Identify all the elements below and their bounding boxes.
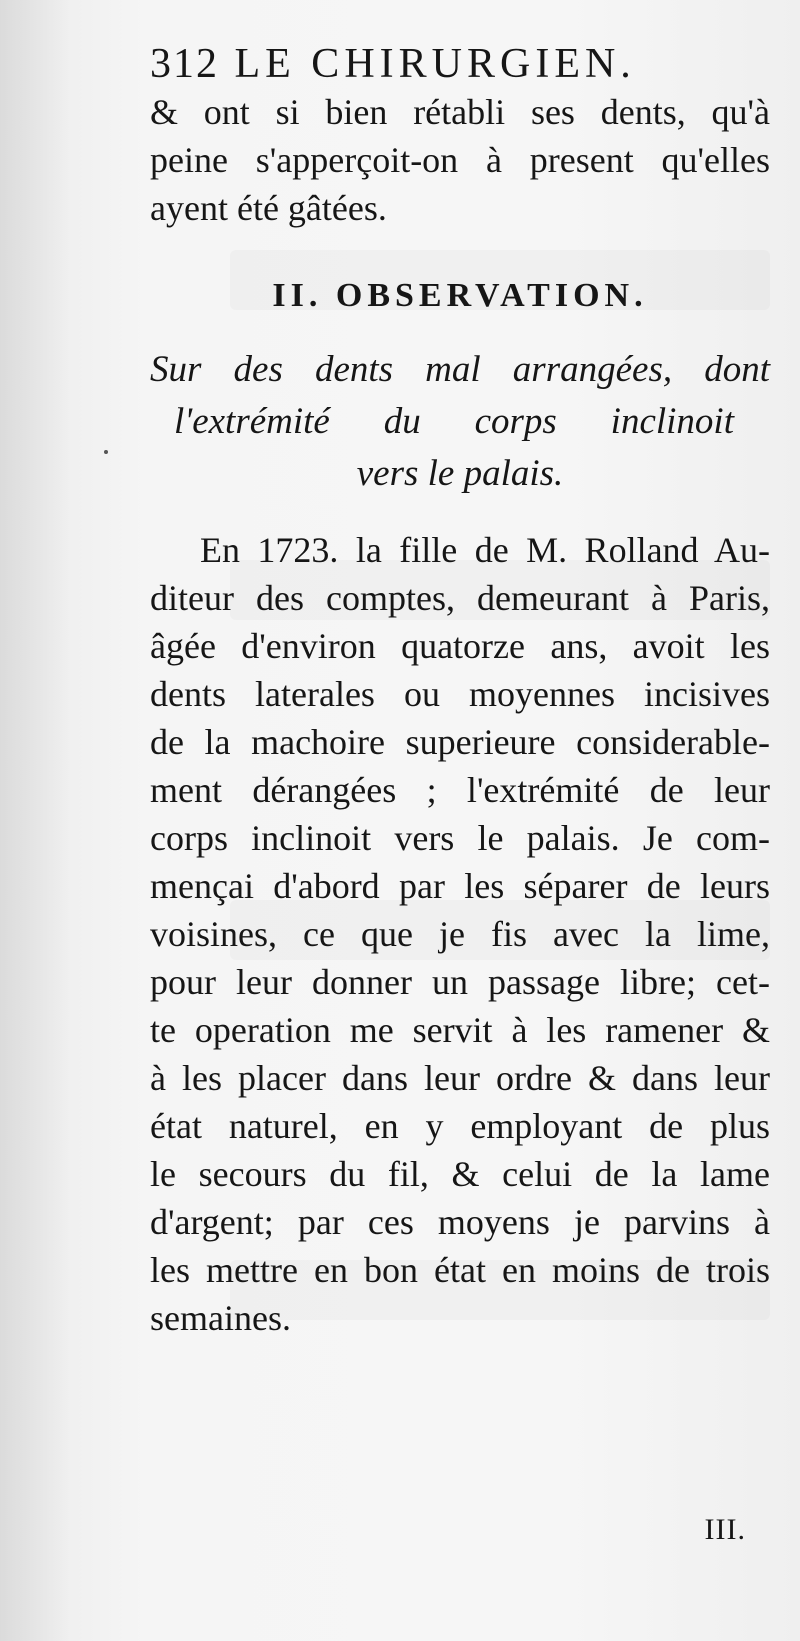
text-line: te operation me servit à les ramener & (150, 1010, 770, 1050)
text-line: En 1723. la fille de M. Rolland Au- (200, 530, 770, 570)
text-line: pour leur donner un passage libre; cet- (150, 962, 770, 1002)
carry-over-text (150, 88, 770, 232)
text-line: âgée d'environ quatorze ans, avoit les (150, 626, 770, 666)
text-line: le secours du fil, & celui de la lame (150, 1154, 770, 1194)
running-head (150, 40, 770, 88)
text-line: à les placer dans leur ordre & dans leur (150, 1058, 770, 1098)
text-line: peine s'apperçoit-on à present qu'elles (150, 140, 770, 180)
catchword: III. (704, 1513, 746, 1546)
stray-ink-dot (104, 450, 108, 454)
text-line: d'argent; par ces moyens je parvins à (150, 1202, 770, 1242)
text-line: mençai d'abord par les séparer de leurs (150, 866, 770, 906)
text-block (150, 40, 770, 1342)
text-line: diteur des comptes, demeurant à Paris, (150, 578, 770, 618)
gutter-shadow (0, 0, 70, 1641)
text-line: & ont si bien rétabli ses dents, qu'à (150, 92, 770, 132)
observation-subtitle (150, 344, 770, 500)
subtitle-line: Sur des dents mal arrangées, dont (150, 349, 770, 390)
page-number: 312 (150, 41, 219, 87)
text-line: de la machoire superieure considerable- (150, 722, 770, 762)
text-line: semaines. (150, 1298, 291, 1338)
text-line: ayent été gâtées. (150, 188, 387, 228)
text-line: état naturel, en y employant de plus (150, 1106, 770, 1146)
text-line: les mettre en bon état en moins de trois (150, 1250, 770, 1290)
body-paragraph (150, 526, 770, 1342)
text-line: corps inclinoit vers le palais. Je com- (150, 818, 770, 858)
observation-heading: II. OBSERVATION. (272, 277, 648, 314)
text-line: dents laterales ou moyennes incisives (150, 674, 770, 714)
text-line: ment dérangées ; l'extrémité de leur (150, 770, 770, 810)
running-title: LE CHIRURGIEN. (234, 41, 636, 87)
text-line: voisines, ce que je fis avec la lime, (150, 914, 770, 954)
subtitle-line: vers le palais. (356, 453, 564, 494)
subtitle-line: l'extrémité du corps inclinoit (174, 401, 734, 442)
